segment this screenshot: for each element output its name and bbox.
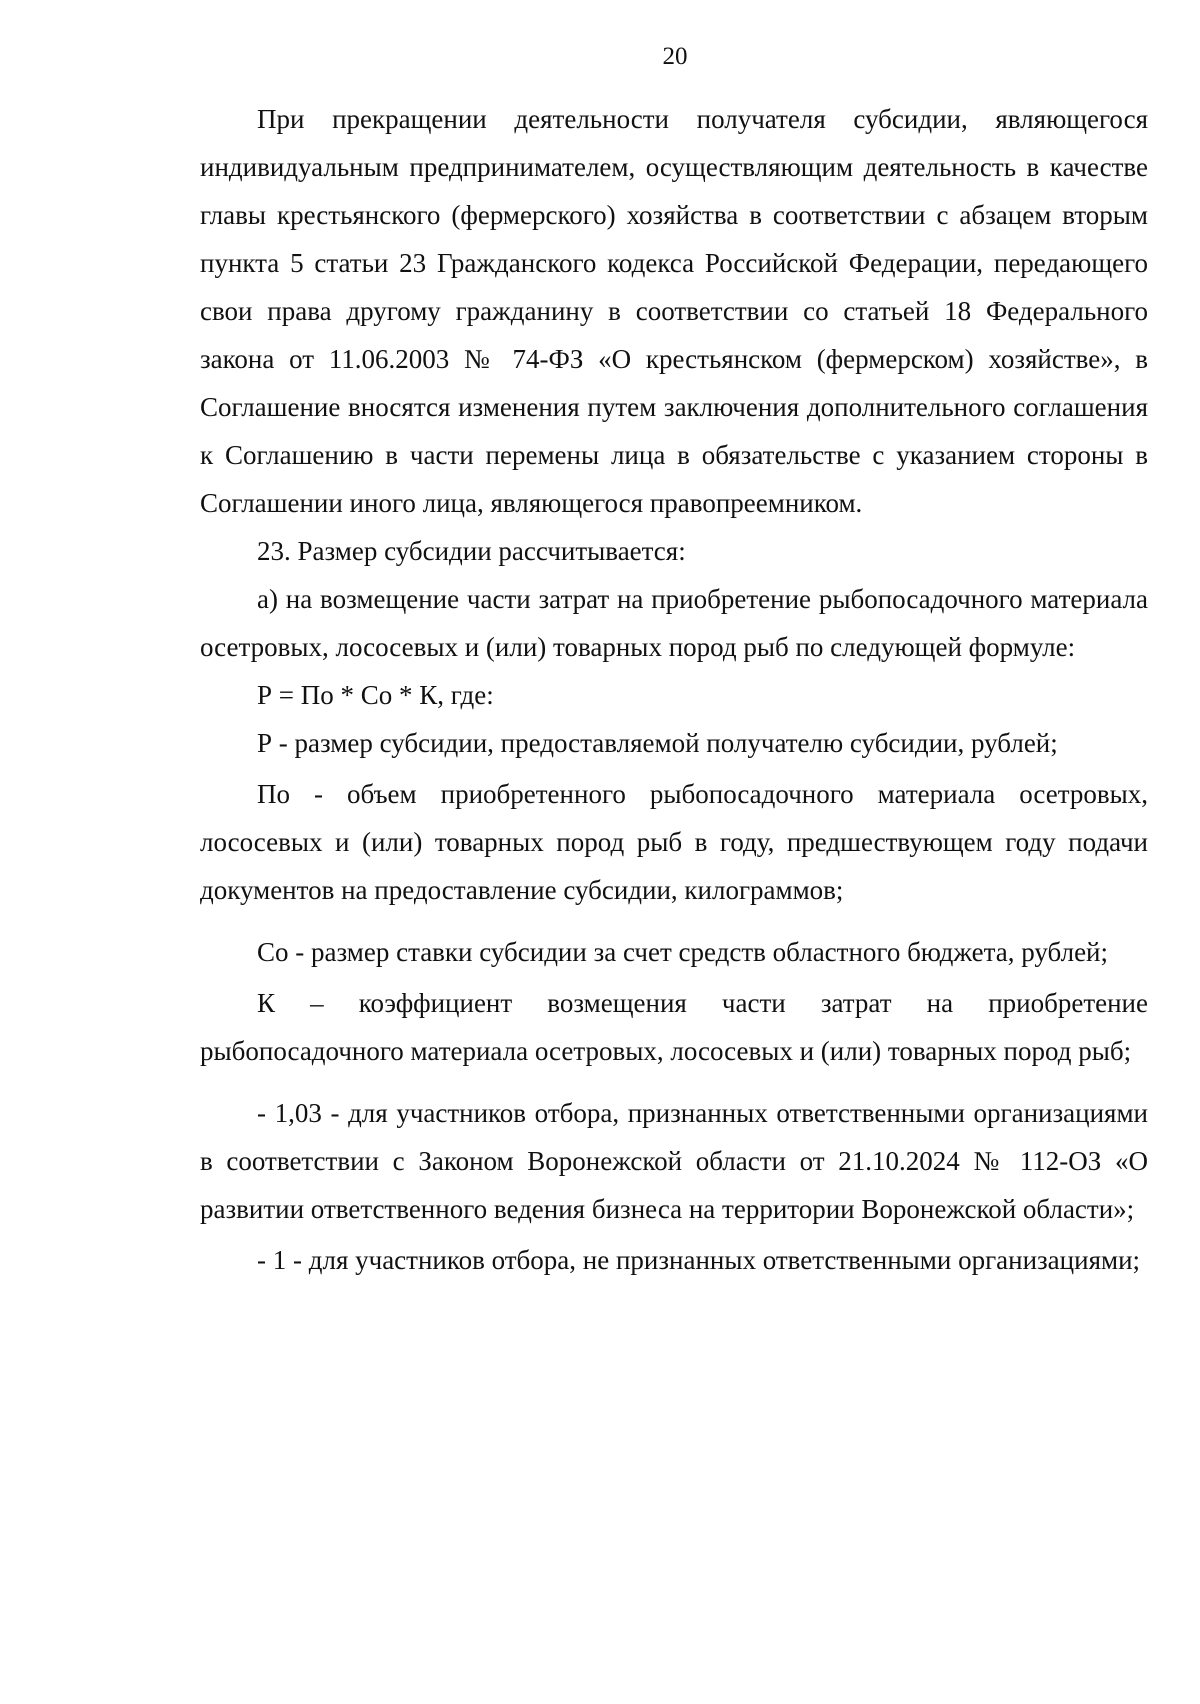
paragraph-23-heading: 23. Размер субсидии рассчитывается: [257,536,686,566]
page-number: 20 [662,43,688,70]
formula: Р = По * Со * К, где: [257,680,494,710]
paragraph-succession: При прекращении деятельности получателя субсидии, являющегося индивидуальным предпринимателем, осуществляющим деятельность в качестве главы крестьянского (фермерского) хозяйства в соответствии с абзацем вторым пункта 5 статьи 23 Гражданского кодекса Российской Федерации, передающего свои права другому гражданину в соответствии со статьей 18 Федерального закона от 11.06.2003 № 74-ФЗ «О крестьянском (фермерском) хозяйстве», в Соглашение вносятся изменения путем заключения дополнительного соглашения к Соглашению в части перемены лица в обязательстве с указанием стороны в Соглашении иного лица, являющегося правопреемником. [200,104,1148,518]
definition-k: К – коэффициент возмещения части затрат на приобретение рыбопосадочного материала осетровых, лососевых и (или) товарных пород рыб; [200,988,1148,1066]
paragraph-23a: а) на возмещение части затрат на приобретение рыбопосадочного материала осетровых, лососевых и (или) товарных пород рыб по следующей формуле: [200,584,1148,662]
document-body [200,95,1148,1284]
definition-po: По - объем приобретенного рыбопосадочного материала осетровых, лососевых и (или) товарных пород рыб в году, предшествующем году подачи документов на предоставление субсидии, килограммов; [200,779,1148,905]
definition-so: Со - размер ставки субсидии за счет средств областного бюджета, рублей; [257,937,1109,967]
coefficient-responsible: - 1,03 - для участников отбора, признанных ответственными организациями в соответствии с Законом Воронежской области от 21.10.2024 № 112-ОЗ «О развитии ответственного ведения бизнеса на территории Воронежской области»; [200,1098,1148,1224]
coefficient-not-responsible: - 1 - для участников отбора, не признанных ответственными организациями; [257,1245,1141,1275]
definition-p: Р - размер субсидии, предоставляемой получателю субсидии, рублей; [257,728,1058,758]
